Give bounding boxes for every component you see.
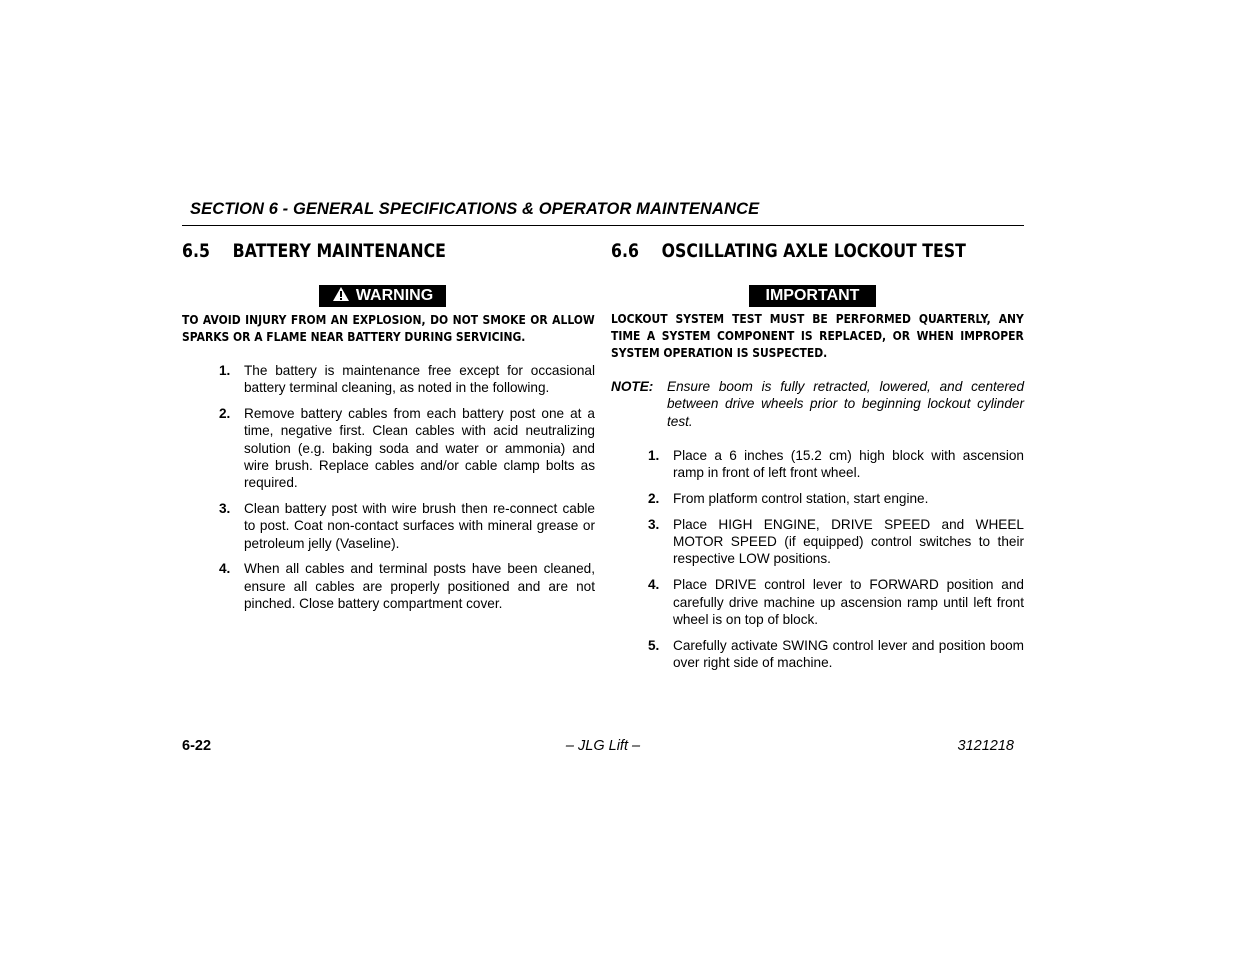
step-number: 1. [219,363,231,378]
step-text: The battery is maintenance free except for occasional battery terminal cleaning, as noted in the following. [244,363,595,396]
step-text: When all cables and terminal posts have been cleaned, ensure all cables are properly positioned and are not pinched. Close battery compartment cover. [244,561,595,612]
step-text: Clean battery post with wire brush then re-connect cable to post. Coat non-contact surfaces with mineral grease or petroleum jelly (Vaseline). [244,501,595,551]
step-text: Place DRIVE control lever to FORWARD position and carefully drive machine up ascension ramp until left front wheel is on top of block. [673,577,1024,627]
footer-title: – JLG Lift – [565,738,641,754]
list-item [219,560,595,612]
section-header: SECTION 6 - GENERAL SPECIFICATIONS & OPERATOR MAINTENANCE [190,200,760,218]
section-heading-6-6 [611,240,966,264]
step-number: 2. [648,491,660,507]
step-number: 4. [219,561,231,577]
step-number: 3. [648,516,660,532]
heading-title: OSCILLATING AXLE LOCKOUT TEST [661,240,966,262]
step-text: Place a 6 inches (15.2 cm) high block with ascension ramp in front of left front wheel. [673,448,1024,481]
header-rule [182,225,1024,226]
step-number: 3. [219,501,231,517]
step-text: Place HIGH ENGINE, DRIVE SPEED and WHEEL MOTOR SPEED (if equipped) control switches to their respective LOW positions. [673,516,1024,567]
list-item [219,362,595,397]
list-item [648,447,1024,482]
step-text: Remove battery cables from each battery post one at a time, negative first. Clean cables with acid neutralizing solution (e.g. baking soda and water or ammonia) and wire brush. Replace cables and/or cable clamp bolts as required. [244,406,595,491]
warning-triangle-icon [332,286,350,309]
heading-number: 6.6 [611,240,639,262]
list-item [648,516,1024,568]
document-number: 3121218 [957,738,1014,754]
section-heading-6-5 [182,240,525,264]
list-item [648,637,1024,672]
important-badge: IMPORTANT [749,285,876,307]
page-number: 6-22 [182,738,212,754]
battery-maintenance-column [182,240,595,612]
note-text: Ensure boom is fully retracted, lowered, and centered between drive wheels prior to beginning lockout cylinder test. [667,379,1024,429]
step-number: 1. [648,448,660,463]
battery-steps-list [219,362,595,621]
manual-page [182,200,1024,765]
note-block [611,378,1024,430]
warning-badge [319,285,446,307]
heading-number: 6.5 [182,240,210,262]
heading-title: BATTERY MAINTENANCE [232,240,446,262]
step-text: Carefully activate SWING control lever and position boom over right side of machine. [673,637,1024,670]
step-number: 5. [648,637,660,653]
warning-label: WARNING [355,287,434,304]
list-item [648,576,1024,628]
important-text: LOCKOUT SYSTEM TEST MUST BE PERFORMED QUARTERLY, ANY TIME A SYSTEM COMPONENT IS REPLACED, OR WHEN IMPROPER SYSTEM OPERATION IS SUSPECTED. [611,311,1024,360]
step-number: 4. [648,577,660,593]
lockout-steps-list [648,447,1024,680]
list-item [219,500,595,552]
list-item [648,490,1024,507]
step-text: From platform control station, start engine. [673,491,929,507]
axle-lockout-column [611,240,1024,670]
step-number: 2. [219,406,231,422]
list-item [219,405,595,491]
note-label: NOTE: [611,379,654,394]
warning-text: TO AVOID INJURY FROM AN EXPLOSION, DO NOT SMOKE OR ALLOW SPARKS OR A FLAME NEAR BATTERY DURING SERVICING. [182,312,595,344]
